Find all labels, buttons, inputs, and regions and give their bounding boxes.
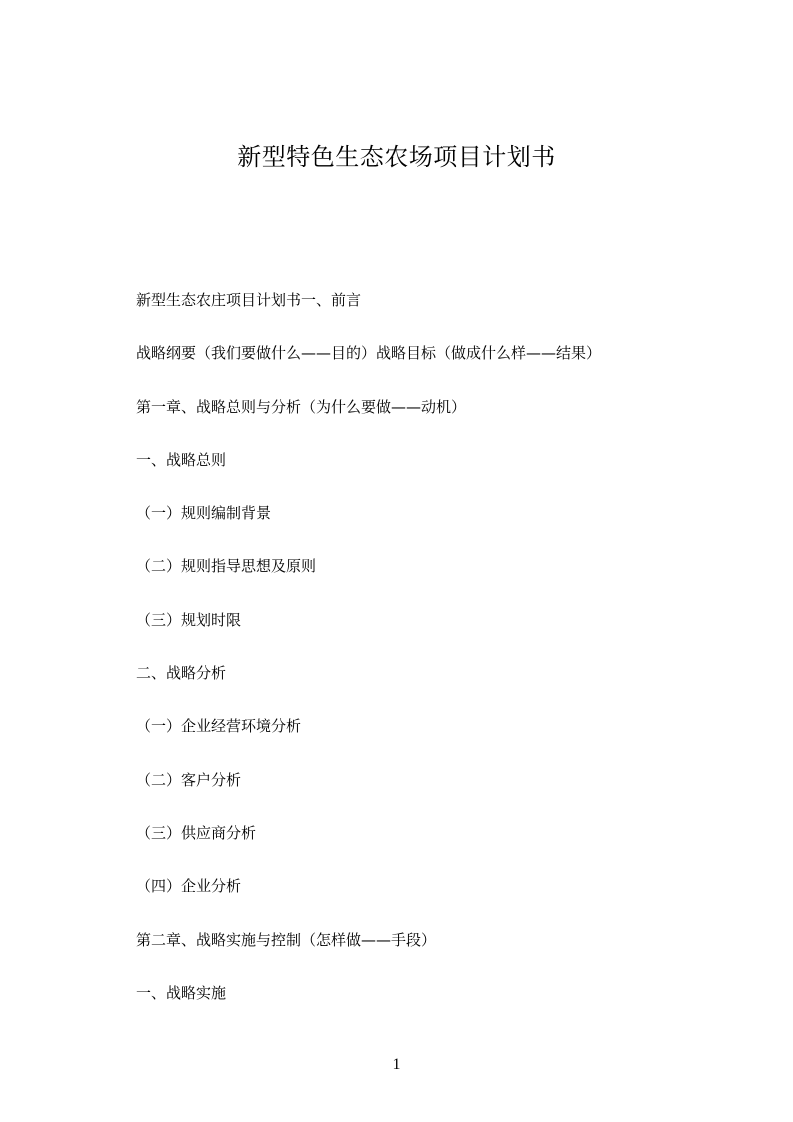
- body-line-strategy-implementation: 一、战略实施: [136, 983, 227, 1002]
- body-line-chapter-two: 第二章、战略实施与控制（怎样做——手段）: [136, 930, 437, 949]
- body-line-enterprise-analysis: （四）企业分析: [136, 877, 242, 896]
- page-number: 1: [392, 1056, 401, 1073]
- document-body: [136, 288, 696, 1034]
- body-line-strategy-outline: 战略纲要（我们要做什么——目的）战略目标（做成什么样——结果）: [136, 344, 602, 363]
- body-line-planning-background: （一）规则编制背景: [136, 504, 272, 523]
- body-line-environment-analysis: （一）企业经营环境分析: [136, 717, 302, 736]
- body-line-strategy-analysis: 二、战略分析: [136, 664, 227, 683]
- document-title: 新型特色生态农场项目计划书: [237, 143, 556, 171]
- body-line-planning-period: （三）规划时限: [136, 610, 242, 629]
- body-line-preface: 新型生态农庄项目计划书一、前言: [136, 291, 362, 309]
- body-line-customer-analysis: （二）客户分析: [136, 770, 242, 789]
- body-line-guiding-ideas: （二）规则指导思想及原则: [136, 557, 317, 576]
- body-line-strategy-principles: 一、战略总则: [136, 450, 227, 469]
- body-line-supplier-analysis: （三）供应商分析: [136, 823, 257, 842]
- body-line-chapter-one: 第一章、战略总则与分析（为什么要做——动机）: [136, 397, 467, 416]
